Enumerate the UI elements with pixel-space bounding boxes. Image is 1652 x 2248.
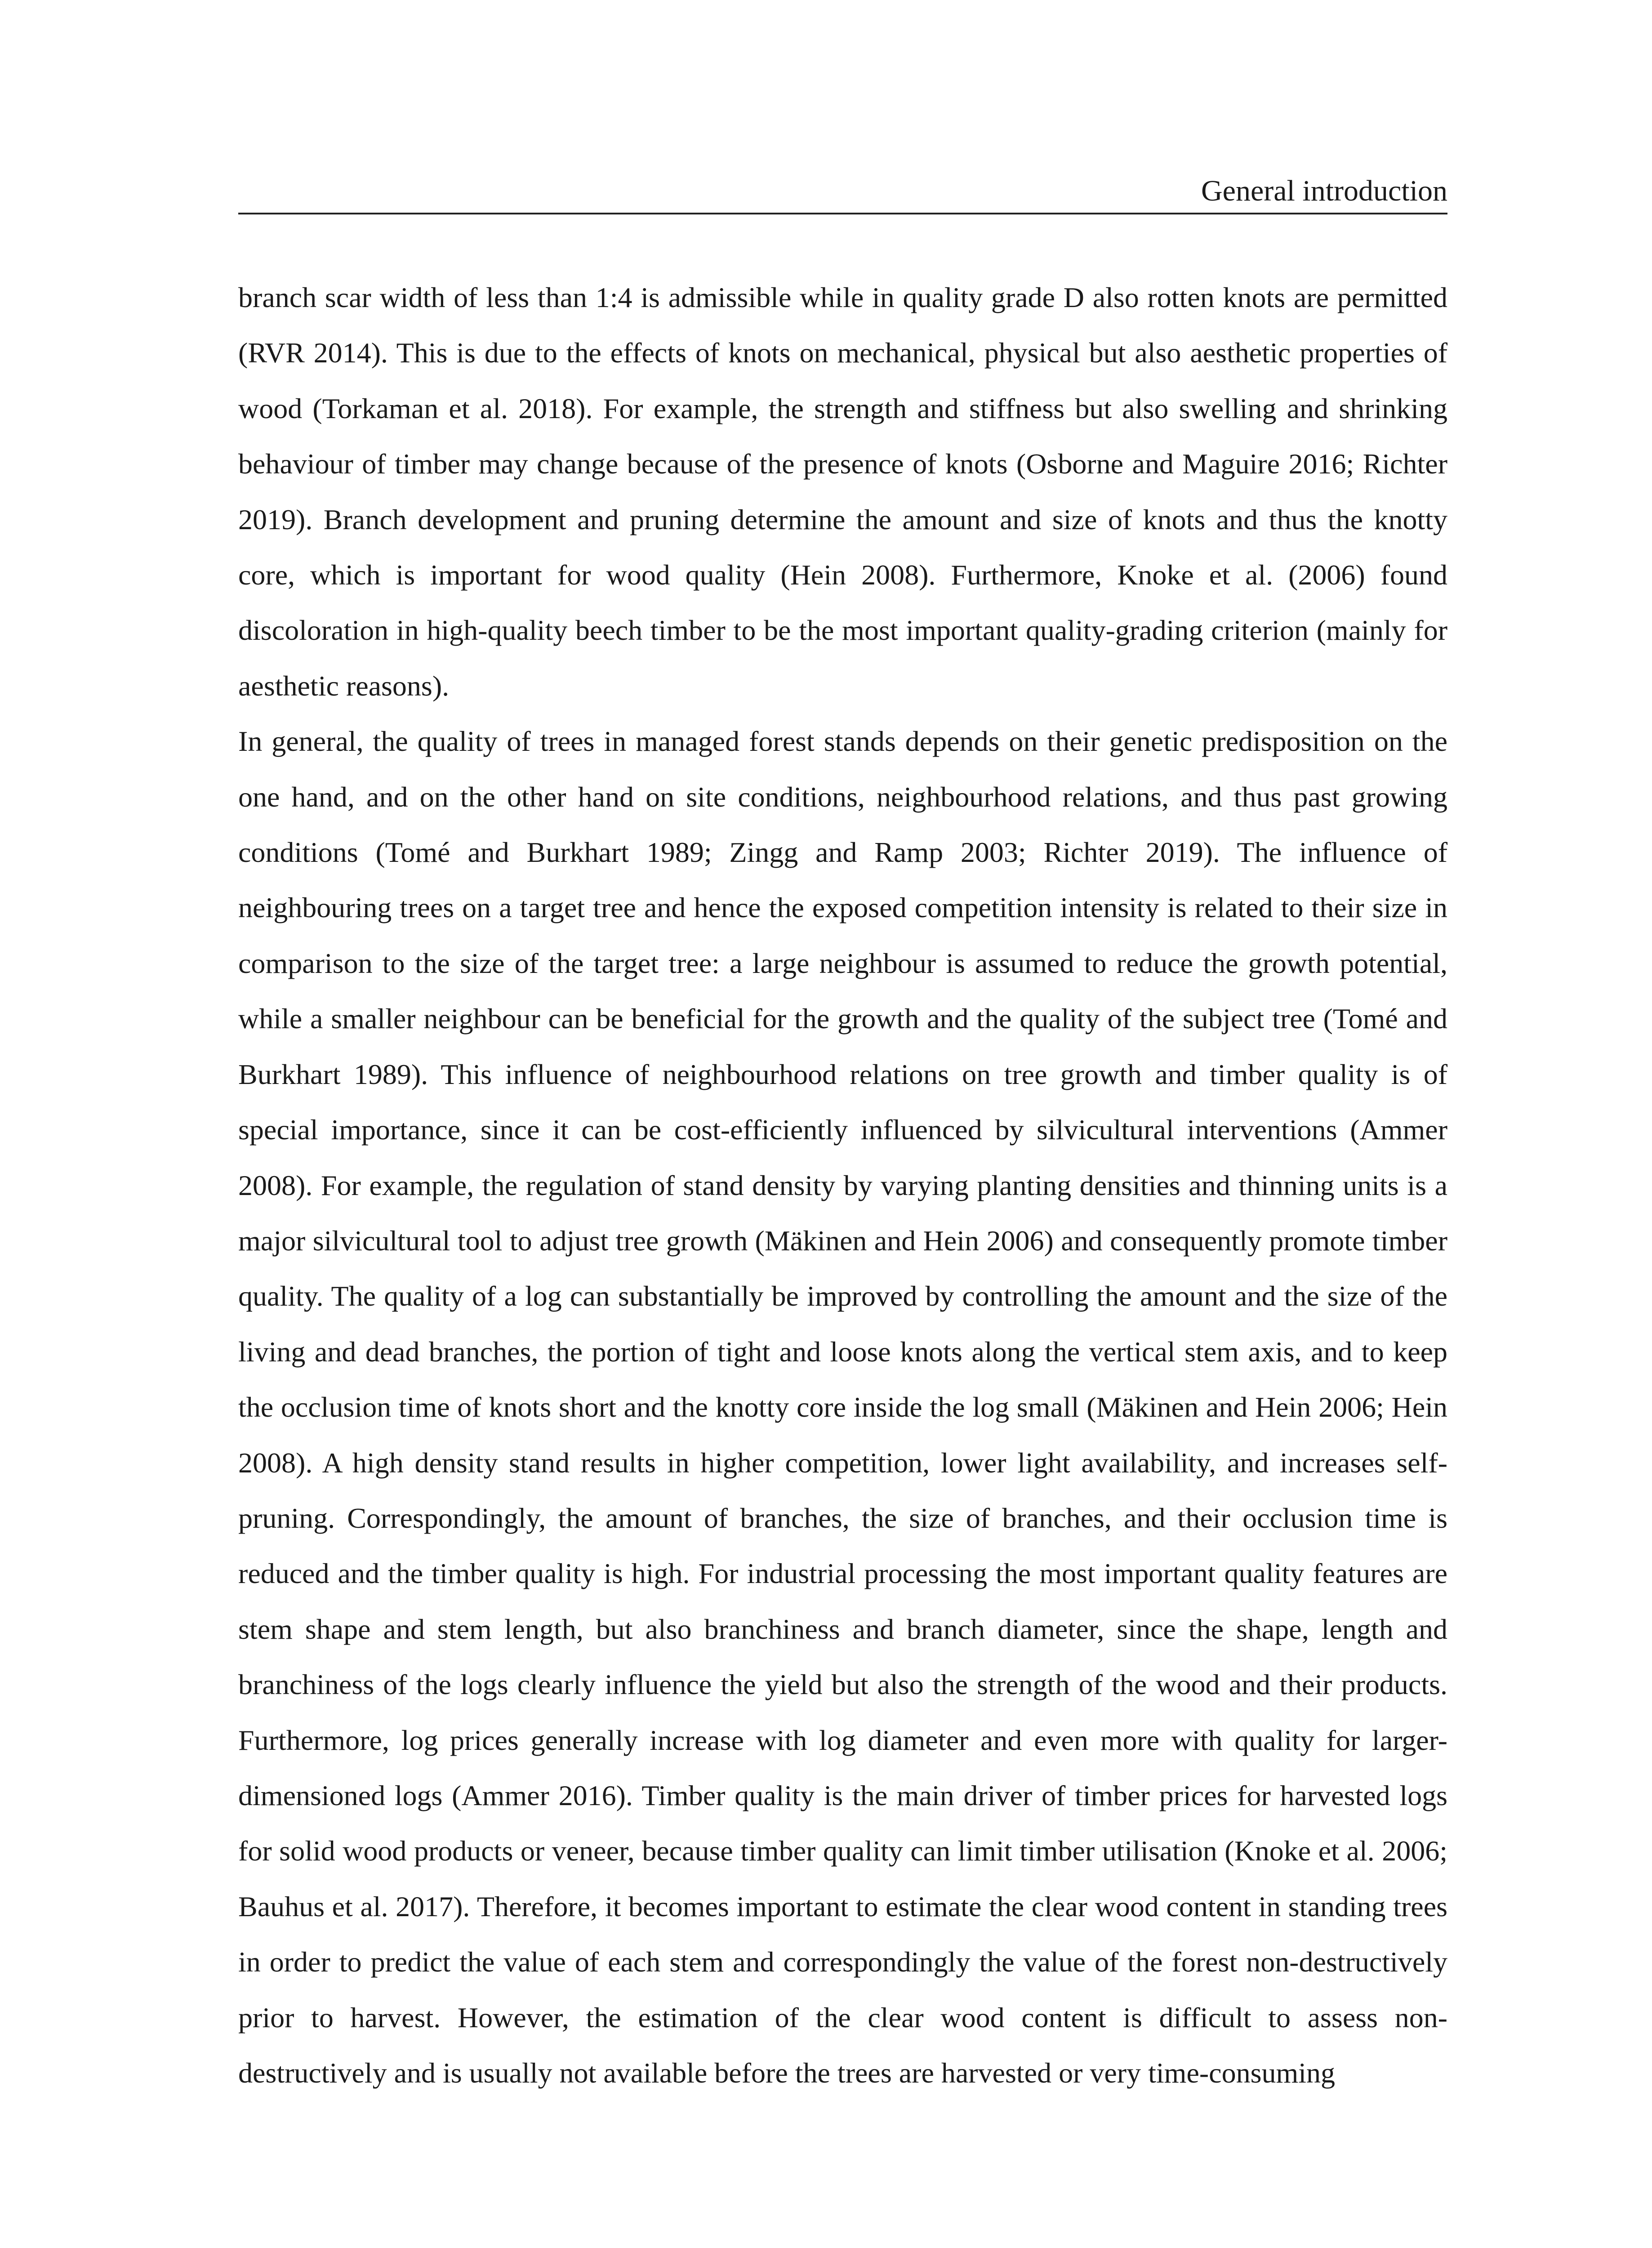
paragraph-1: branch scar width of less than 1:4 is admissible while in quality grade D also rotten knots are permitted (RVR 2014). This is due to the effects of knots on mechanical, physical but also aesthetic properties of wood (Torkaman et al. 2018). For example, the strength and stiffness but also swelling and shrinking behaviour of timber may change because of the presence of knots (Osborne and Maguire 2016; Richter 2019). Branch development and pruning determine the amount and size of knots and thus the knotty core, which is important for wood quality (Hein 2008). Furthermore, Knoke et al. (2006) found discoloration in high-quality beech timber to be the most important quality-grading criterion (mainly for aesthetic reasons). [238,281,1447,702]
paragraph-2: In general, the quality of trees in managed forest stands depends on their genetic predisposition on the one hand, and on the other hand on site conditions, neighbourhood relations, and thus past growing conditions (Tomé and Burkhart 1989; Zingg and Ramp 2003; Richter 2019). The influence of neighbouring trees on a target tree and hence the exposed competition intensity is related to their size in comparison to the size of the target tree: a large neighbour is assumed to reduce the growth potential, while a smaller neighbour can be beneficial for the growth and the quality of the subject tree (Tomé and Burkhart 1989). This influence of neighbourhood relations on tree growth and timber quality is of special importance, since it can be cost-efficiently influenced by silvicultural interventions (Ammer 2008). For example, the regulation of stand density by varying planting densities and thinning units is a major silvicultural tool to adjust tree growth (Mäkinen and Hein 2006) and consequently promote timber quality. The quality of a log can substantially be improved by controlling the amount and the size of the living and dead branches, the portion of tight and loose knots along the vertical stem axis, and to keep the occlusion time of knots short and the knotty core inside the log small (Mäkinen and Hein 2006; Hein 2008). A high density stand results in higher competition, lower light availability, and increases self-pruning. Correspondingly, the amount of branches, the size of branches, and their occlusion time is reduced and the timber quality is high. For industrial processing the most important quality features are stem shape and stem length, but also branchiness and branch diameter, since the shape, length and branchiness of the logs clearly influence the yield but also the strength of the wood and their products. Furthermore, log prices generally increase with log diameter and even more with quality for larger-dimensioned logs (Ammer 2016). Timber quality is the main driver of timber prices for harvested logs for solid wood products or veneer, because timber quality can limit timber utilisation (Knoke et al. 2006; Bauhus et al. 2017). Therefore, it becomes important to estimate the clear wood content in standing trees in order to predict the value of each stem and correspondingly the value of the forest non-destructively prior to harvest. However, the estimation of the clear wood content is difficult to assess non-destructively and is usually not available before the trees are harvested or very time-consuming [238,725,1447,2089]
body-text [238,270,1447,2101]
running-header: General introduction [1201,174,1447,207]
header-rule [238,213,1447,214]
